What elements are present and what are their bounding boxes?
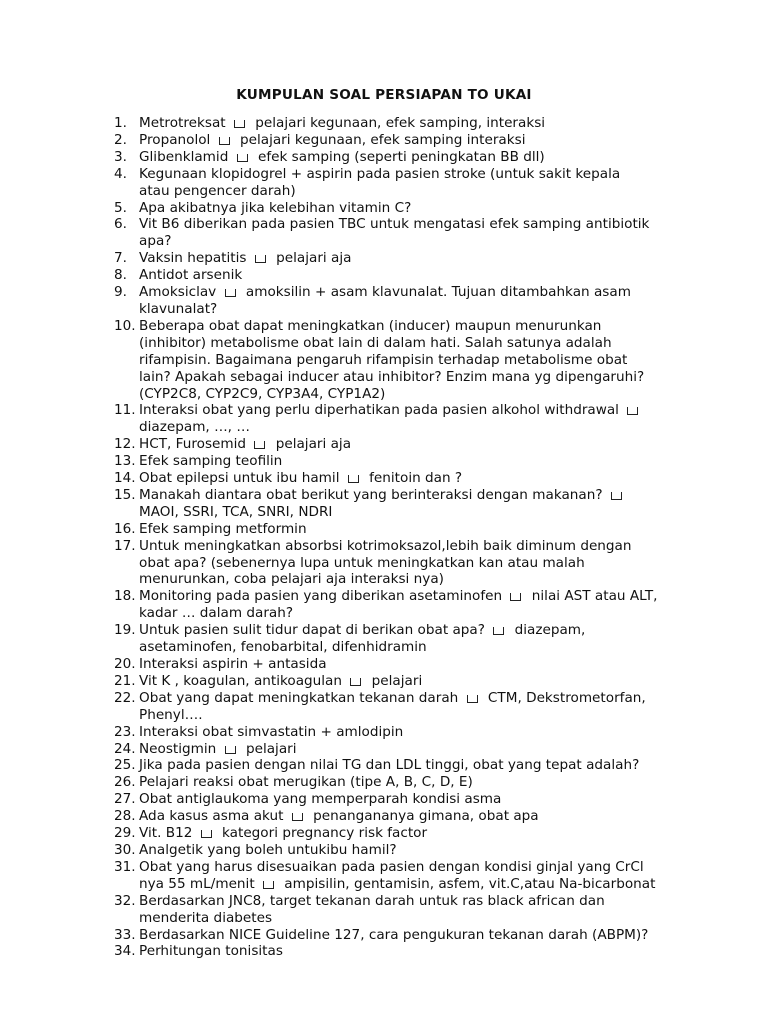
item-text <box>139 757 694 774</box>
item-text <box>139 115 694 132</box>
list-item <box>114 216 694 250</box>
item-text-segment: Apa akibatnya jika kelebihan vitamin C? <box>139 199 412 216</box>
item-text-segment: Untuk pasien sulit tidur dapat di berikan obat apa? <box>139 622 490 639</box>
item-text <box>139 927 694 944</box>
list-item <box>114 538 694 589</box>
arrow-icon <box>510 593 521 601</box>
item-number: 13. <box>114 453 136 470</box>
item-text-segment: kategori pregnancy risk factor <box>217 825 428 842</box>
item-text <box>139 673 694 690</box>
item-text <box>139 284 694 318</box>
item-number: 14. <box>114 470 136 487</box>
item-text <box>139 487 694 521</box>
item-text <box>139 943 694 960</box>
item-number: 25. <box>114 757 136 774</box>
list-item <box>114 673 694 690</box>
item-number: 9. <box>114 284 127 301</box>
item-text-segment: Neostigmin <box>139 740 221 757</box>
item-number: 16. <box>114 520 136 537</box>
item-text <box>139 859 694 893</box>
item-text-segment: pelajari aja <box>271 436 352 453</box>
item-number: 22. <box>114 689 136 706</box>
arrow-icon <box>263 881 274 889</box>
arrow-icon <box>237 154 248 162</box>
item-text <box>139 741 694 758</box>
item-text-segment: penangananya gimana, obat apa <box>308 808 539 825</box>
item-text <box>139 267 694 284</box>
item-number: 1. <box>114 115 127 131</box>
item-text <box>139 588 694 622</box>
item-number: 8. <box>114 267 127 284</box>
item-text <box>139 690 694 724</box>
item-number: 15. <box>114 486 136 503</box>
list-item <box>114 318 694 403</box>
arrow-icon <box>234 120 245 128</box>
list-item <box>114 250 694 267</box>
item-number: 24. <box>114 740 136 757</box>
item-text <box>139 825 694 842</box>
item-text-segment: Vit B6 diberikan pada pasien TBC untuk mengatasi efek samping antibiotik apa? <box>139 216 650 250</box>
item-text-segment: Interaksi obat simvastatin + amlodipin <box>139 723 404 740</box>
arrow-icon <box>225 289 236 297</box>
list-item <box>114 521 694 538</box>
item-text <box>139 132 694 149</box>
item-number: 12. <box>114 436 136 453</box>
arrow-icon <box>467 695 478 703</box>
list-item <box>114 402 694 436</box>
item-text-segment: Manakah diantara obat berikut yang berinteraksi dengan makanan? <box>139 486 607 503</box>
item-text <box>139 453 694 470</box>
item-text-segment: pelajari <box>367 672 423 689</box>
item-text <box>139 470 694 487</box>
list-item <box>114 724 694 741</box>
item-number: 32. <box>114 892 136 909</box>
item-text <box>139 808 694 825</box>
list-item <box>114 893 694 927</box>
item-text-segment: Interaksi aspirin + antasida <box>139 656 327 672</box>
item-number: 34. <box>114 943 136 960</box>
item-text-segment: nilai AST atau ALT, kadar … dalam darah? <box>139 588 658 622</box>
arrow-icon <box>627 407 638 415</box>
item-number: 29. <box>114 825 136 842</box>
item-text <box>139 402 694 436</box>
item-number: 30. <box>114 841 136 858</box>
arrow-icon <box>348 475 359 483</box>
item-text-segment: pelajari <box>241 740 297 757</box>
arrow-icon <box>201 830 212 838</box>
item-text <box>139 622 694 656</box>
list-item <box>114 487 694 521</box>
item-text-segment: ampisilin, gentamisin, asfem, vit.C,atau Na-bicarbonat <box>279 875 656 892</box>
item-number: 5. <box>114 199 127 216</box>
item-text <box>139 521 694 538</box>
arrow-icon <box>292 813 303 821</box>
item-text-segment: efek samping (seperti peningkatan BB dll) <box>253 148 545 165</box>
item-text <box>139 318 694 403</box>
item-number: 26. <box>114 774 136 791</box>
item-number: 18. <box>114 588 136 605</box>
list-item <box>114 927 694 944</box>
list-item <box>114 200 694 217</box>
list-item <box>114 859 694 893</box>
item-text-segment: Efek samping metformin <box>139 520 307 537</box>
item-text <box>139 656 694 673</box>
item-text-segment: Untuk meningkatkan absorbsi kotrimoksazol,lebih baik diminum dengan obat apa? (sebenernya lupa untuk meningkatkan kan atau malah menurunkan, coba pelajari aja interaksi nya) <box>139 537 632 588</box>
item-text <box>139 436 694 453</box>
item-text-segment: Obat yang harus disesuaikan pada pasien dengan kondisi ginjal yang CrCl nya 55 mL/menit <box>139 858 644 892</box>
arrow-icon <box>254 441 265 449</box>
item-number: 23. <box>114 723 136 740</box>
item-text-segment: pelajari kegunaan, efek samping, interaksi <box>250 115 546 131</box>
item-number: 27. <box>114 791 136 808</box>
item-text <box>139 724 694 741</box>
item-text-segment: diazepam, asetaminofen, fenobarbital, difenhidramin <box>139 622 586 656</box>
item-text <box>139 893 694 927</box>
item-text-segment: fenitoin dan ? <box>364 470 463 487</box>
item-text-segment: Interaksi obat yang perlu diperhatikan pada pasien alkohol withdrawal <box>139 402 624 419</box>
item-text <box>139 791 694 808</box>
item-text <box>139 216 694 250</box>
item-text <box>139 166 694 200</box>
item-number: 20. <box>114 656 136 672</box>
list-item <box>114 132 694 149</box>
list-item <box>114 690 694 724</box>
item-text-segment: Perhitungan tonisitas <box>139 943 283 960</box>
item-number: 7. <box>114 250 127 267</box>
list-item <box>114 774 694 791</box>
item-number: 6. <box>114 216 127 233</box>
list-item <box>114 453 694 470</box>
item-text-segment: Obat yang dapat meningkatkan tekanan darah <box>139 689 463 706</box>
item-text <box>139 538 694 589</box>
item-text-segment: diazepam, …, … <box>139 419 250 436</box>
item-text-segment: HCT, Furosemid <box>139 436 251 453</box>
item-number: 21. <box>114 672 136 689</box>
item-number: 19. <box>114 622 136 639</box>
item-text-segment: Ada kasus asma akut <box>139 808 288 825</box>
list-item <box>114 166 694 200</box>
item-text <box>139 774 694 791</box>
item-text-segment: Glibenklamid <box>139 148 233 165</box>
list-item <box>114 741 694 758</box>
list-item <box>114 943 694 960</box>
item-number: 2. <box>114 131 127 148</box>
list-item <box>114 825 694 842</box>
list-item <box>114 757 694 774</box>
item-text-segment: amoksilin + asam klavunalat. Tujuan ditambahkan asam klavunalat? <box>139 284 631 317</box>
arrow-icon <box>255 255 266 263</box>
item-text-segment: Propanolol <box>139 131 215 148</box>
item-number: 31. <box>114 858 136 875</box>
list-item <box>114 588 694 622</box>
question-list <box>114 115 694 960</box>
list-item <box>114 470 694 487</box>
item-text <box>139 149 694 166</box>
document-title: KUMPULAN SOAL PERSIAPAN TO UKAI <box>236 87 532 103</box>
item-text <box>139 842 694 859</box>
item-text <box>139 200 694 217</box>
item-text-segment: Pelajari reaksi obat merugikan (tipe A, B, C, D, E) <box>139 774 473 791</box>
arrow-icon <box>611 492 622 500</box>
item-text-segment: Obat epilepsi untuk ibu hamil <box>139 470 344 487</box>
list-item <box>114 622 694 656</box>
item-number: 28. <box>114 808 136 825</box>
item-text-segment: Monitoring pada pasien yang diberikan asetaminofen <box>139 588 507 605</box>
item-text-segment: Vaksin hepatitis <box>139 250 251 267</box>
list-item <box>114 808 694 825</box>
arrow-icon <box>493 627 504 635</box>
list-item <box>114 791 694 808</box>
item-text-segment: Amoksiclav <box>139 284 221 301</box>
item-text-segment: MAOI, SSRI, TCA, SNRI, NDRI <box>139 503 333 520</box>
list-item <box>114 656 694 673</box>
list-item <box>114 149 694 166</box>
item-text-segment: Efek samping teofilin <box>139 453 283 470</box>
arrow-icon <box>219 137 230 145</box>
list-item <box>114 284 694 318</box>
item-text-segment: Vit. B12 <box>139 825 197 842</box>
item-text-segment: Berdasarkan JNC8, target tekanan darah untuk ras black african dan menderita diabetes <box>139 892 605 926</box>
item-text-segment: pelajari aja <box>271 250 352 267</box>
item-number: 10. <box>114 317 136 334</box>
item-text-segment: Jika pada pasien dengan nilai TG dan LDL tinggi, obat yang tepat adalah? <box>139 757 640 774</box>
list-item <box>114 267 694 284</box>
item-number: 17. <box>114 537 136 554</box>
item-text-segment: Metrotreksat <box>139 115 230 131</box>
item-text-segment: CTM, Dekstrometorfan, Phenyl…. <box>139 689 646 723</box>
item-number: 4. <box>114 165 127 182</box>
list-item <box>114 115 694 132</box>
list-item <box>114 436 694 453</box>
list-item <box>114 842 694 859</box>
item-text-segment: Analgetik yang boleh untukibu hamil? <box>139 841 397 858</box>
item-text-segment: Berdasarkan NICE Guideline 127, cara pengukuran tekanan darah (ABPM)? <box>139 926 649 943</box>
item-number: 3. <box>114 148 127 165</box>
item-text <box>139 250 694 267</box>
arrow-icon <box>225 746 236 754</box>
item-text-segment: Antidot arsenik <box>139 267 243 284</box>
item-text-segment: Obat antiglaukoma yang memperparah kondisi asma <box>139 791 502 808</box>
item-text-segment: Beberapa obat dapat meningkatkan (inducer) maupun menurunkan (inhibitor) metabolisme obat lain di dalam hati. Salah satunya adalah rifampisin. Bagaimana pengaruh rifampisin terhadap metabolisme obat lain? Apakah sebagai inducer atau inhibitor? Enzim mana yg dipengaruhi? (CYP2C8, CYP2C9, CYP3A4, CYP1A2) <box>139 317 645 402</box>
item-number: 11. <box>114 402 136 419</box>
item-text-segment: Vit K , koagulan, antikoagulan <box>139 672 347 689</box>
item-text-segment: pelajari kegunaan, efek samping interaksi <box>235 131 526 148</box>
arrow-icon <box>350 678 361 686</box>
item-text-segment: Kegunaan klopidogrel + aspirin pada pasien stroke (untuk sakit kepala atau pengencer darah) <box>139 165 621 199</box>
item-number: 33. <box>114 926 136 943</box>
